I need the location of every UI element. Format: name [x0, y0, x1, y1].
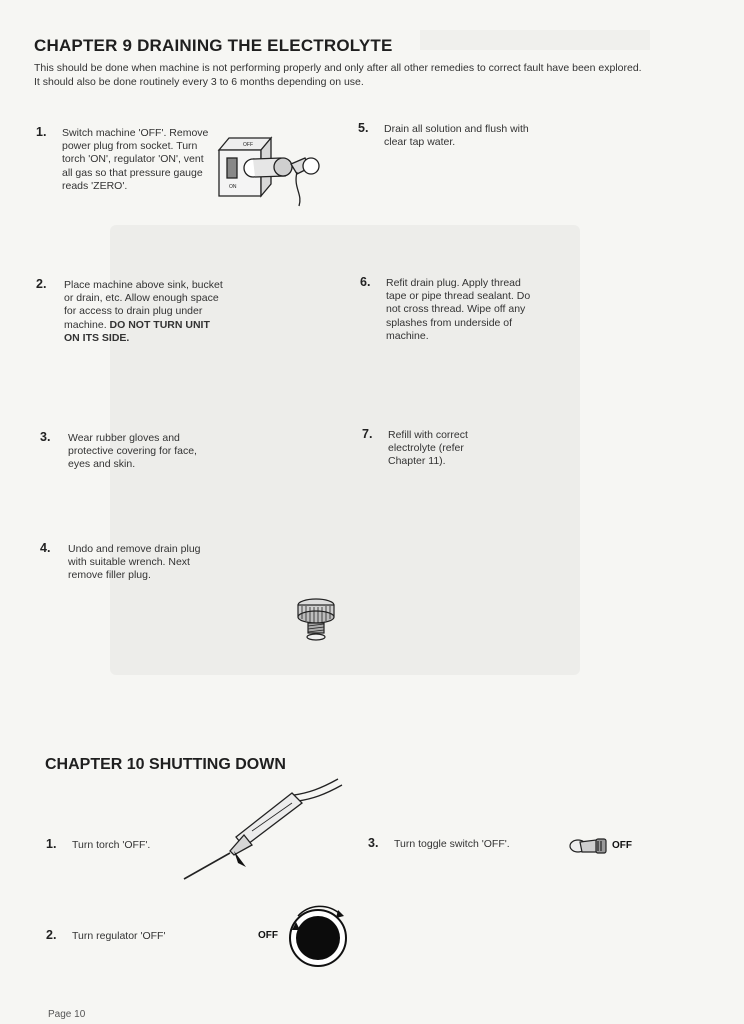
step-text: Place machine above sink, bucket or drain, etc. Allow enough space for access to drain plug under machine. [64, 279, 223, 331]
shutdown-step-2 [46, 930, 216, 943]
step-text: Refit drain plug. Apply thread tape or pipe thread sealant. Do not cross thread. Wipe off any splashes from underside of machine. [386, 277, 531, 342]
step-text: Refill with correct electrolyte (refer Chapter 11). [388, 429, 468, 468]
step-text: Turn toggle switch 'OFF'. [394, 838, 510, 850]
step-text: Turn torch 'OFF'. [72, 839, 151, 851]
step-number: 5. [358, 121, 369, 135]
step-text: Drain all solution and flush with clear tap water. [384, 123, 529, 149]
step-number: 2. [36, 277, 47, 291]
shutdown-step-1 [46, 839, 196, 852]
chapter-9-title: CHAPTER 9 DRAINING THE ELECTROLYTE [34, 36, 393, 55]
step-text: Switch machine 'OFF'. Remove power plug from socket. Turn torch 'ON', regulator 'ON', vent all gas so that pressure gauge reads 'ZERO'. [62, 127, 209, 192]
regulator-off-label: OFF [258, 930, 278, 941]
svg-text:OFF: OFF [243, 142, 253, 148]
step-number: 1. [36, 125, 47, 139]
step-4 [40, 543, 210, 583]
chapter-9-intro: This should be done when machine is not performing properly and only after all other remedies to correct fault have been explored. It should also be done routinely every 3 to 6 months depending on use. [34, 62, 642, 88]
step-1 [36, 127, 216, 193]
step-7 [362, 429, 502, 469]
show-through-heading [420, 30, 650, 50]
power-plug-socket-icon [213, 128, 333, 210]
step-number: 3. [368, 836, 379, 850]
step-text: Wear rubber gloves and protective covering for face, eyes and skin. [68, 432, 197, 471]
page-number: Page 10 [48, 1009, 86, 1020]
regulator-knob-icon [282, 900, 354, 972]
svg-text:ON: ON [229, 184, 237, 190]
step-number: 3. [40, 430, 51, 444]
step-number: 4. [40, 541, 51, 555]
step-6 [360, 277, 540, 343]
plug-icon [290, 595, 342, 647]
step-number: 6. [360, 275, 371, 289]
step-text: Turn regulator 'OFF' [72, 930, 166, 942]
step-number: 7. [362, 427, 373, 441]
shutdown-step-3 [368, 838, 548, 851]
step-number: 1. [46, 837, 57, 851]
toggle-off-label: OFF [612, 840, 632, 851]
step-number: 2. [46, 928, 57, 942]
step-5 [358, 123, 548, 149]
step-3 [40, 432, 210, 472]
toggle-switch-icon [566, 832, 612, 862]
step-text: Undo and remove drain plug with suitable wrench. Next remove filler plug. [68, 543, 201, 582]
step-warning: DO NOT TURN UNIT ON ITS SIDE. [64, 318, 210, 344]
chapter-10-title: CHAPTER 10 SHUTTING DOWN [45, 756, 286, 773]
torch-icon [180, 775, 350, 885]
step-2 [36, 279, 226, 345]
